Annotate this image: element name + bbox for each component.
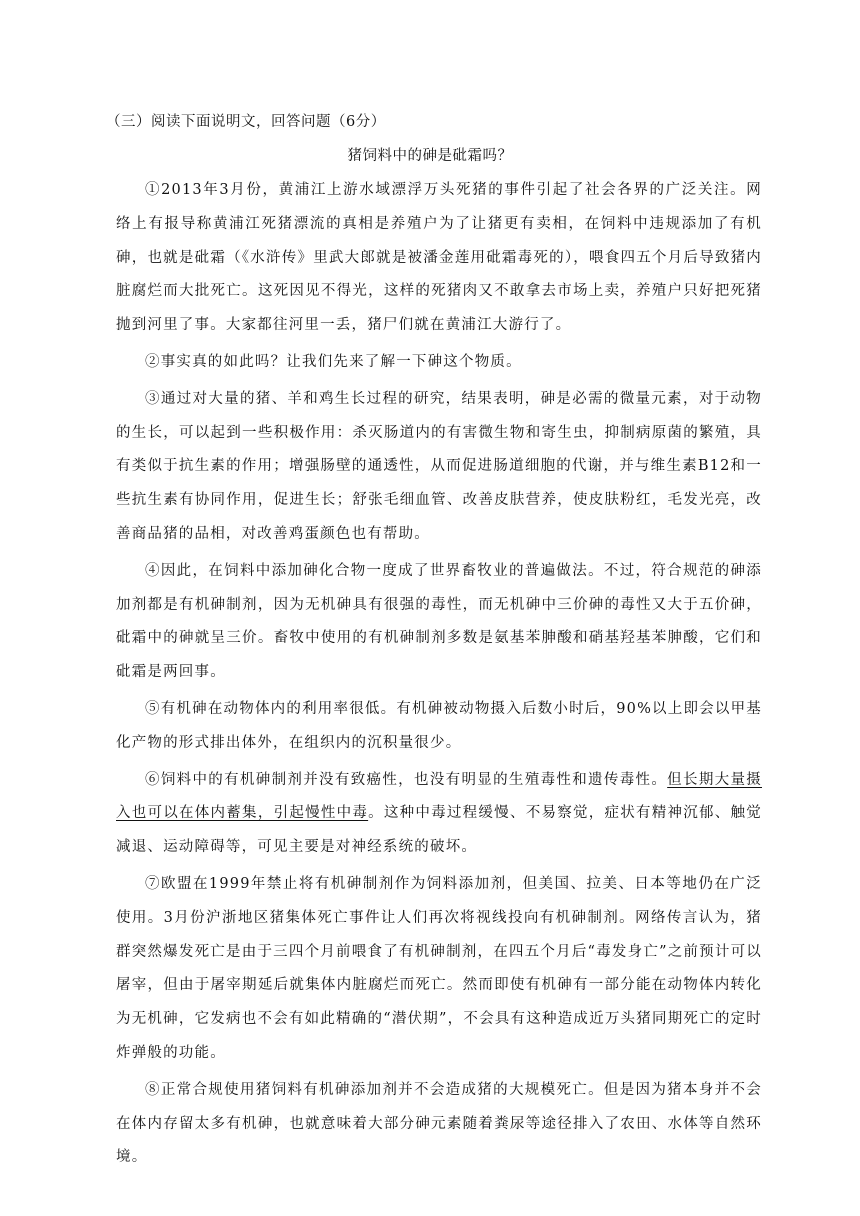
underlined-sentence: 但长期大量摄入也可以在体内蓄集，引起慢性中毒 [116,771,762,822]
paragraph-1: ①2013年3月份，黄浦江上游水域漂浮万头死猪的事件引起了社会各界的广泛关注。网络上有报导称黄浦江死猪漂流的真相是养殖户为了让猪更有卖相，在饲料中违规添加了有机砷，也就是砒霜（《水浒传》里武大郎就是被潘金莲用砒霜毒死的），喂食四五个月后导致猪内脏腐烂而大批死亡。这死因见不得光，这样的死猪肉又不敢拿去市场上卖，养殖户只好把死猪抛到河里了事。大家都往河里一丢，猪尸们就在黄浦江大游行了。 [116,182,762,334]
paragraph-6-text-end: 。这种中毒过程缓慢、不易察觉，症状有精神沉郁、触觉减退、运动障碍等，可见主要是对神经系统的破坏。 [116,805,763,856]
paragraph-3: ③通过对大量的猪、羊和鸡生长过程的研究，结果表明，砷是必需的微量元素，对于动物的生长，可以起到一些积极作用：杀灭肠道内的有害微生物和寄生虫，抑制病原菌的繁殖，具有类似于抗生素的作用；增强肠壁的通透性，从而促进肠道细胞的代谢，并与维生素B12和一些抗生素有协同作用，促进生长；舒张毛细血管、改善皮肤营养，使皮肤粉红，毛发光亮，改善商品猪的品相，对改善鸡蛋颜色也有帮助。 [116,390,762,542]
paragraph-8: ⑧正常合规使用猪饲料有机砷添加剂并不会造成猪的大规模死亡。但是因为猪本身并不会在体内存留太多有机砷，也就意味着大部分砷元素随着粪尿等途径排入了农田、水体等自然环境。 [116,1081,762,1166]
paragraph-2: ②事实真的如此吗？让我们先来了解一下砷这个物质。 [145,353,522,370]
section-heading: （三）阅读下面说明文，回答问题（6分） [106,114,386,130]
paragraph-7: ⑦欧盟在1999年禁止将有机砷制剂作为饲料添加剂，但美国、拉美、日本等地仍在广泛使用。3月份沪浙地区猪集体死亡事件让人们再次将视线投向有机砷制剂。网络传言认为，猪群突然爆发死亡是由于三四个月前喂食了有机砷制剂，在四五个月后“毒发身亡”之前预计可以屠宰，但由于屠宰期延后就集体内脏腐烂而死亡。然而即使有机砷有一部分能在动物体内转化为无机砷，它发病也不会有如此精确的“潜伏期”，不会具有这种造成近万头猪同期死亡的定时炸弹般的功能。 [116,875,762,1061]
paragraph-5: ⑤有机砷在动物体内的利用率很低。有机砷被动物摄入后数小时后，90%以上即会以甲基化产物的形式排出体外，在组织内的沉积量很少。 [116,700,762,751]
article-title: 猪饲料中的砷是砒霜吗？ [347,148,513,164]
paragraph-6 [116,764,762,865]
paragraph-4: ④因此，在饲料中添加砷化合物一度成了世界畜牧业的普遍做法。不过，符合规范的砷添加剂都是有机砷制剂，因为无机砷具有很强的毒性，而无机砷中三价砷的毒性又大于五价砷，砒霜中的砷就呈三价。畜牧中使用的有机砷制剂多数是氨基苯胂酸和硝基羟基苯胂酸，它们和砒霜是两回事。 [116,562,762,681]
article-body [116,174,762,1178]
paragraph-6-text-start: ⑥饲料中的有机砷制剂并没有致癌性，也没有明显的生殖毒性和遗传毒性。 [145,771,668,788]
